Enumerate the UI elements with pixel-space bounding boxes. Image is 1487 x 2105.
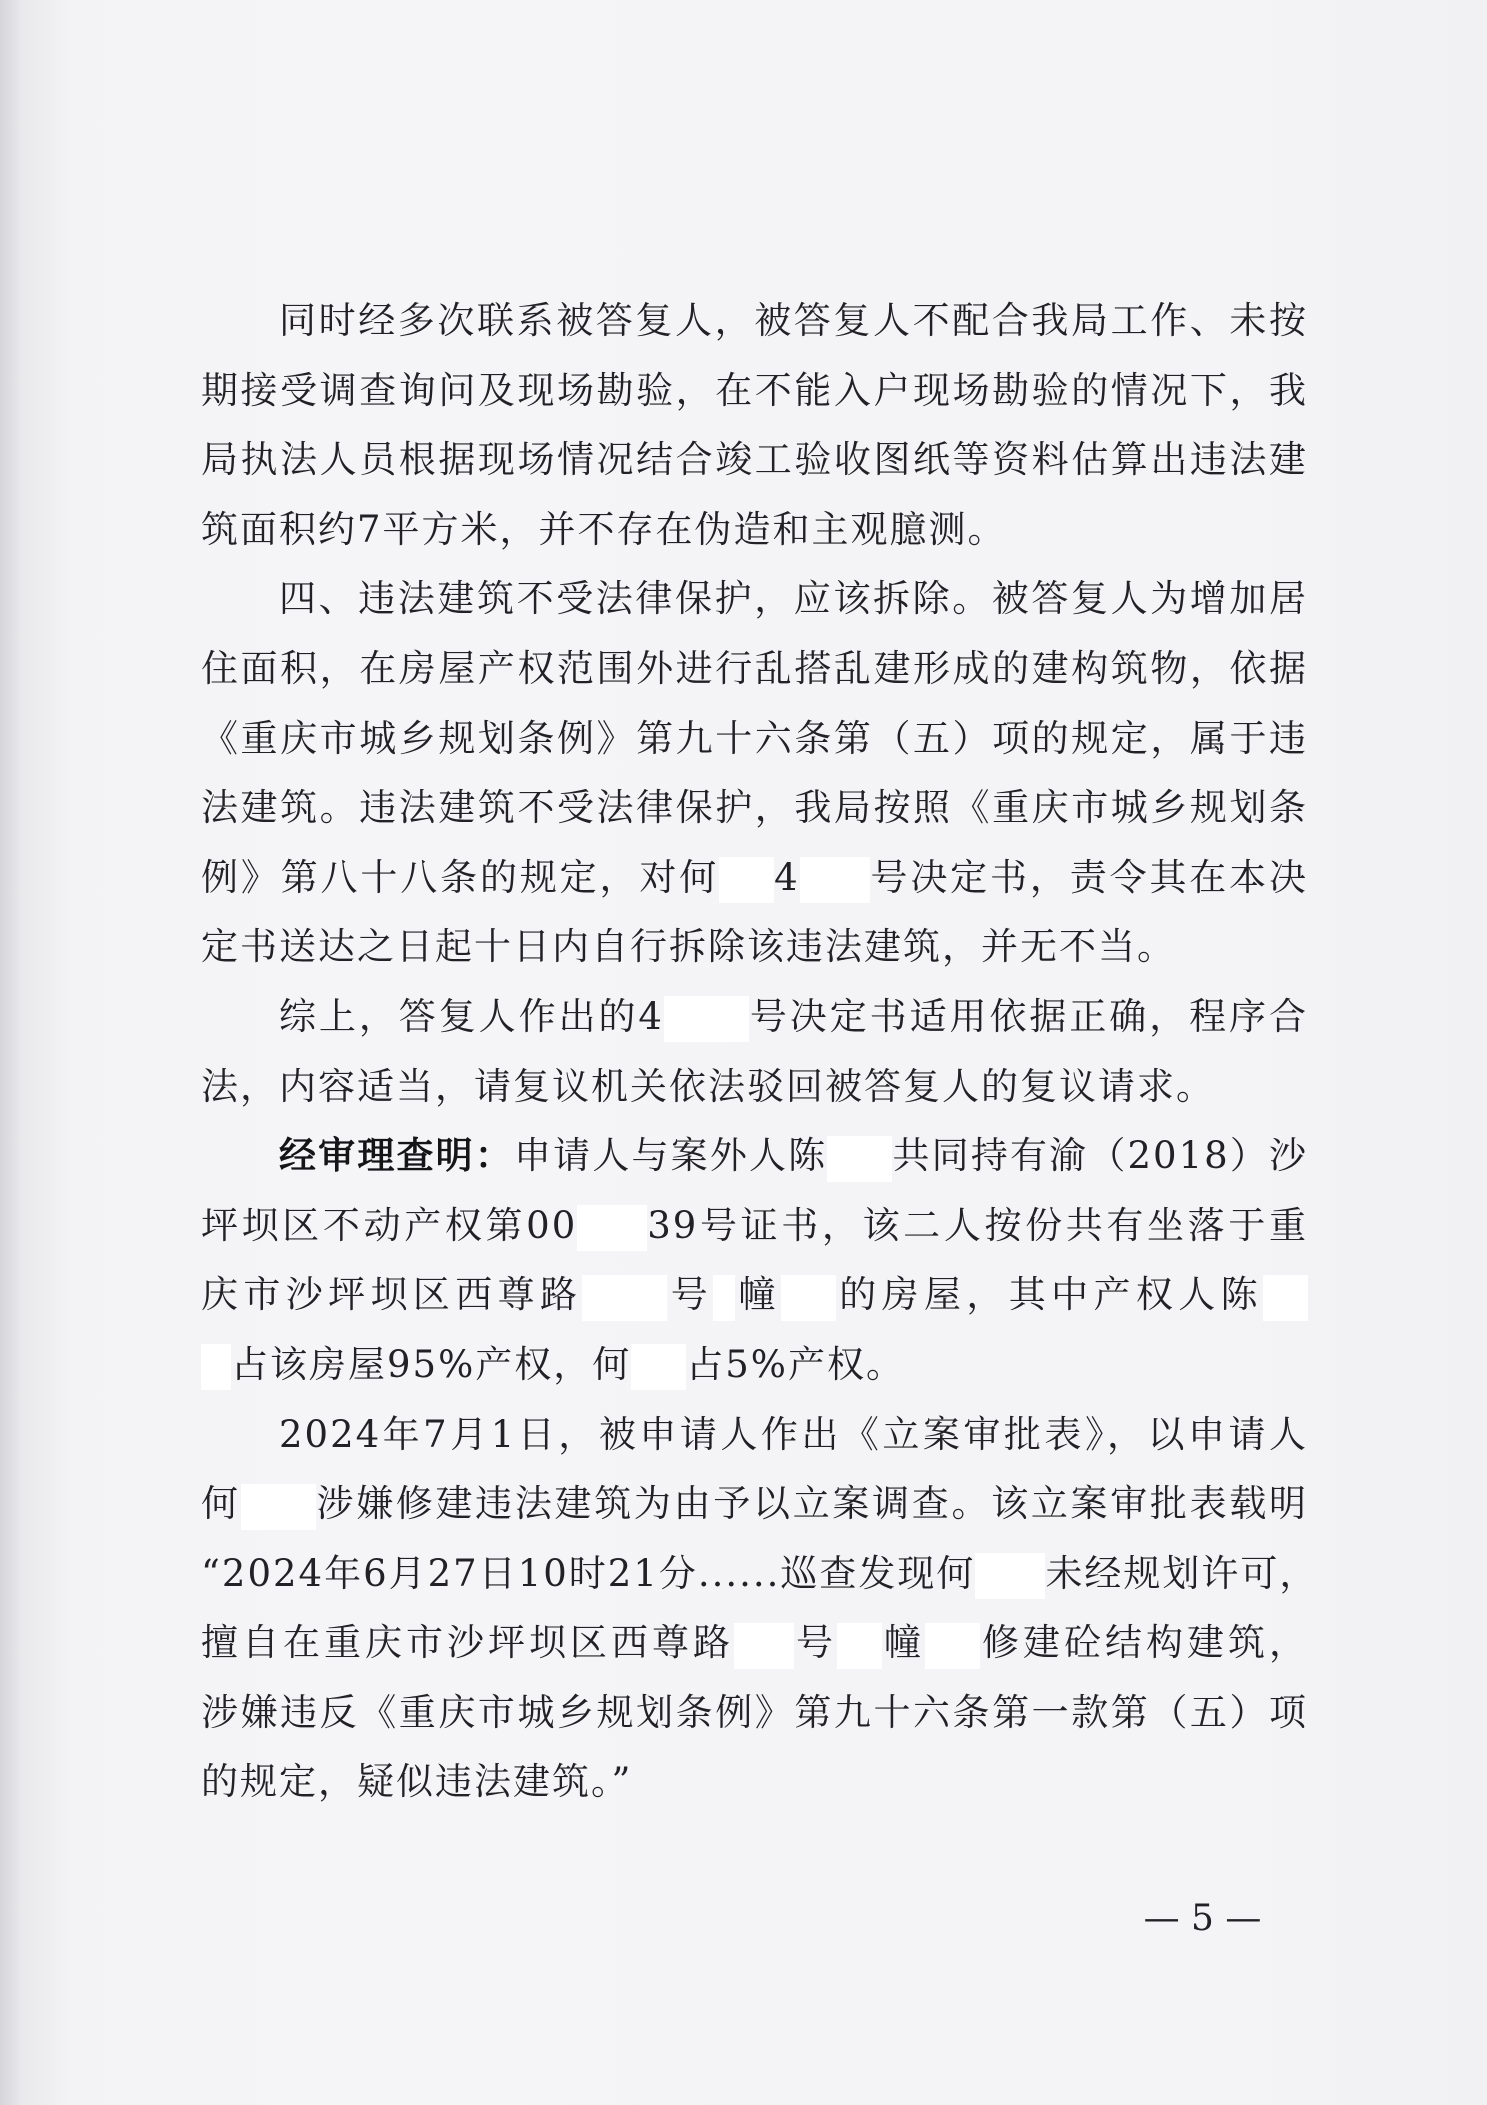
redaction-box xyxy=(975,1553,1045,1599)
line-text: 涉嫌违反《重庆市城乡规划条例》第九十六条第一款第（五）项 xyxy=(201,1690,1308,1734)
text-line xyxy=(201,1747,1308,1817)
text-line xyxy=(201,634,1308,704)
line-text: 何 xyxy=(201,1482,241,1526)
line-text: 幢 xyxy=(882,1621,925,1665)
line-text: 坪坝区不动产权第00 xyxy=(201,1203,578,1247)
line-text: 四、违法建筑不受法律保护，应该拆除。被答复人为增加居 xyxy=(279,577,1308,621)
text-line xyxy=(201,1608,1308,1678)
line-text: “2024年6月27日10时21分......巡查发现何 xyxy=(201,1551,976,1595)
line-text: 申请人与案外人陈 xyxy=(514,1134,828,1178)
redaction-box xyxy=(781,1275,836,1321)
line-text: 共同持有渝（2018）沙 xyxy=(892,1134,1309,1178)
redaction-box xyxy=(719,857,774,903)
line-text: 幢 xyxy=(735,1273,781,1317)
redaction-box xyxy=(201,1344,231,1390)
text-line xyxy=(201,425,1308,495)
text-line xyxy=(201,1121,1308,1191)
text-line xyxy=(201,564,1308,634)
line-text: 未经规划许可， xyxy=(1045,1551,1319,1595)
redaction-box xyxy=(837,1623,882,1669)
redaction-box xyxy=(827,1136,892,1182)
line-text: 2024年7月1日，被申请人作出《立案审批表》，以申请人 xyxy=(279,1412,1308,1456)
line-text: 号决定书适用依据正确，程序合 xyxy=(748,994,1308,1038)
line-text: 局执法人员根据现场情况结合竣工验收图纸等资料估算出违法建 xyxy=(201,438,1308,482)
text-line xyxy=(201,286,1308,356)
document-body xyxy=(201,286,1319,1817)
text-line xyxy=(201,773,1308,843)
line-text: 庆市沙坪坝区西尊路 xyxy=(201,1273,583,1317)
page-number: — 5 — xyxy=(1143,1898,1262,1939)
redaction-box xyxy=(1263,1275,1308,1321)
line-text: 同时经多次联系被答复人，被答复人不配合我局工作、未按 xyxy=(279,299,1308,342)
line-text: 修建砼结构建筑， xyxy=(980,1621,1308,1665)
redaction-box xyxy=(631,1344,686,1390)
text-line xyxy=(201,1330,1308,1400)
text-line xyxy=(201,982,1308,1052)
text-line xyxy=(201,1678,1308,1748)
text-line xyxy=(201,1400,1308,1470)
line-text: 期接受调查询问及现场勘验，在不能入户现场勘验的情况下，我 xyxy=(201,368,1308,412)
text-line xyxy=(201,912,1308,982)
line-text: 4 xyxy=(774,855,800,899)
line-text: 法，内容适当，请复议机关依法驳回被答复人的复议请求。 xyxy=(201,1064,1215,1108)
redaction-box xyxy=(734,1623,794,1669)
redaction-box xyxy=(664,996,749,1042)
line-text: 占5%产权。 xyxy=(686,1342,905,1386)
line-text: 的房屋，其中产权人陈 xyxy=(835,1273,1263,1317)
redaction-box xyxy=(800,857,870,903)
line-text: 号 xyxy=(667,1273,714,1317)
line-text: 例》第八十八条的规定，对何 xyxy=(201,855,720,899)
text-line xyxy=(201,1539,1319,1609)
line-text: 涉嫌修建违法建筑为由予以立案调查。该立案审批表载明 xyxy=(315,1482,1309,1526)
redaction-box xyxy=(925,1623,980,1669)
text-line xyxy=(201,1260,1308,1330)
section-lead-label: 经审理查明： xyxy=(279,1133,514,1178)
line-text: 擅自在重庆市沙坪坝区西尊路 xyxy=(201,1621,734,1665)
line-text: 号 xyxy=(794,1621,837,1665)
line-text: 综上，答复人作出的4 xyxy=(279,994,664,1038)
line-text: 筑面积约7平方米，并不存在伪造和主观臆测。 xyxy=(201,507,1007,551)
line-text: 的规定，疑似违法建筑。” xyxy=(201,1760,633,1804)
redaction-box xyxy=(582,1275,667,1321)
redaction-box xyxy=(713,1275,735,1321)
text-line xyxy=(201,495,1308,565)
line-text: 39号证书，该二人按份共有坐落于重 xyxy=(647,1203,1308,1247)
text-line xyxy=(201,704,1308,774)
line-text: 法建筑。违法建筑不受法律保护，我局按照《重庆市城乡规划条 xyxy=(201,786,1308,830)
redaction-box xyxy=(241,1484,316,1530)
text-line xyxy=(201,1191,1308,1261)
line-text: 号决定书，责令其在本决 xyxy=(869,855,1308,899)
text-line xyxy=(201,1469,1308,1539)
line-text: 住面积，在房屋产权范围外进行乱搭乱建形成的建构筑物，依据 xyxy=(201,646,1308,690)
line-text: 占该房屋95%产权，何 xyxy=(231,1342,632,1386)
text-line xyxy=(201,843,1308,913)
line-text: 《重庆市城乡规划条例》第九十六条第（五）项的规定，属于违 xyxy=(201,716,1308,760)
redaction-box xyxy=(577,1205,647,1251)
text-line xyxy=(201,356,1308,426)
text-line xyxy=(201,1052,1308,1122)
line-text: 定书送达之日起十日内自行拆除该违法建筑，并无不当。 xyxy=(201,925,1176,969)
